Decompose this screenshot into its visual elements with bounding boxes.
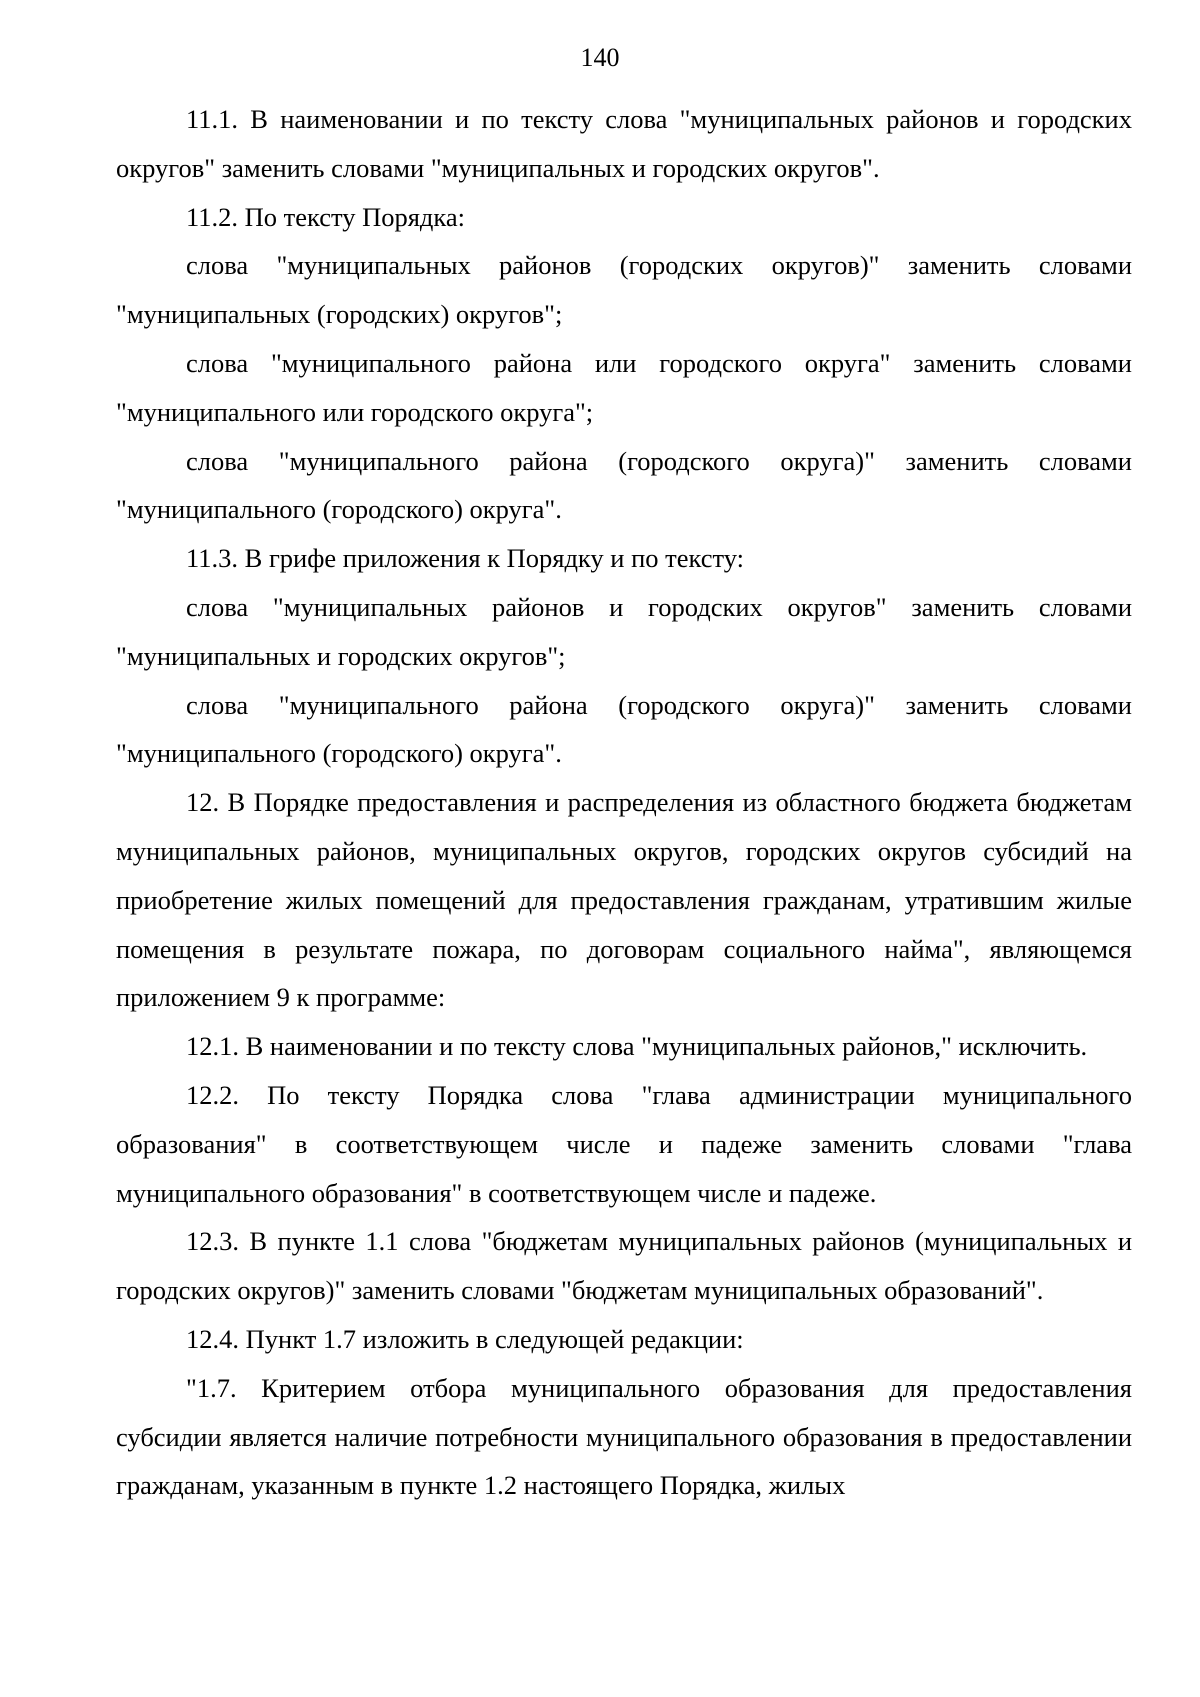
paragraph-12-4: 12.4. Пункт 1.7 изложить в следующей редакции: [186,1323,744,1354]
paragraph-11-2-item-1: слова "муниципальных районов (городских округов)" заменить словами "муниципальных (городских) округов"; [116,250,1132,330]
paragraph-1-7-quote: "1.7. Критерием отбора муниципального образования для предоставления субсидии является наличие потребности муниципального образования в предоставлении гражданам, указанным в пункте 1.2 настоящего Порядка, жилых [116,1372,1132,1501]
paragraph-11-3-item-2: слова "муниципального района (городского округа)" заменить словами "муниципального (городского) округа". [116,689,1132,769]
paragraph-12: 12. В Порядке предоставления и распределения из областного бюджета бюджетам муниципальных районов, муниципальных округов, городских округов субсидий на приобретение жилых помещений для предоставления гражданам, утратившим жилые помещения в результате пожара, по договорам социального найма", являющемся приложением 9 к программе: [116,787,1132,1013]
paragraph-11-2: 11.2. По тексту Порядка: [186,201,465,232]
document-body [116,95,1132,1510]
paragraph-12-1: 12.1. В наименовании и по тексту слова "муниципальных районов," исключить. [186,1031,1088,1062]
paragraph-12-2: 12.2. По тексту Порядка слова "глава администрации муниципального образования" в соответствующем числе и падеже заменить словами "глава муниципального образования" в соответствующем числе и падеже. [116,1079,1132,1208]
paragraph-12-3: 12.3. В пункте 1.1 слова "бюджетам муниципальных районов (муниципальных и городских округов)" заменить словами "бюджетам муниципальных образований". [116,1226,1132,1306]
paragraph-11-2-item-2: слова "муниципального района или городского округа" заменить словами "муниципального или городского округа"; [116,347,1132,427]
paragraph-11-1: 11.1. В наименовании и по тексту слова "муниципальных районов и городских округов" заменить словами "муниципальных и городских округов". [116,104,1132,183]
page-number: 140 [580,43,620,72]
paragraph-11-3: 11.3. В грифе приложения к Порядку и по тексту: [186,543,744,574]
paragraph-11-2-item-3: слова "муниципального района (городского округа)" заменить словами "муниципального (городского) округа". [116,445,1132,525]
paragraph-11-3-item-1: слова "муниципальных районов и городских округов" заменить словами "муниципальных и городских округов"; [116,591,1132,671]
